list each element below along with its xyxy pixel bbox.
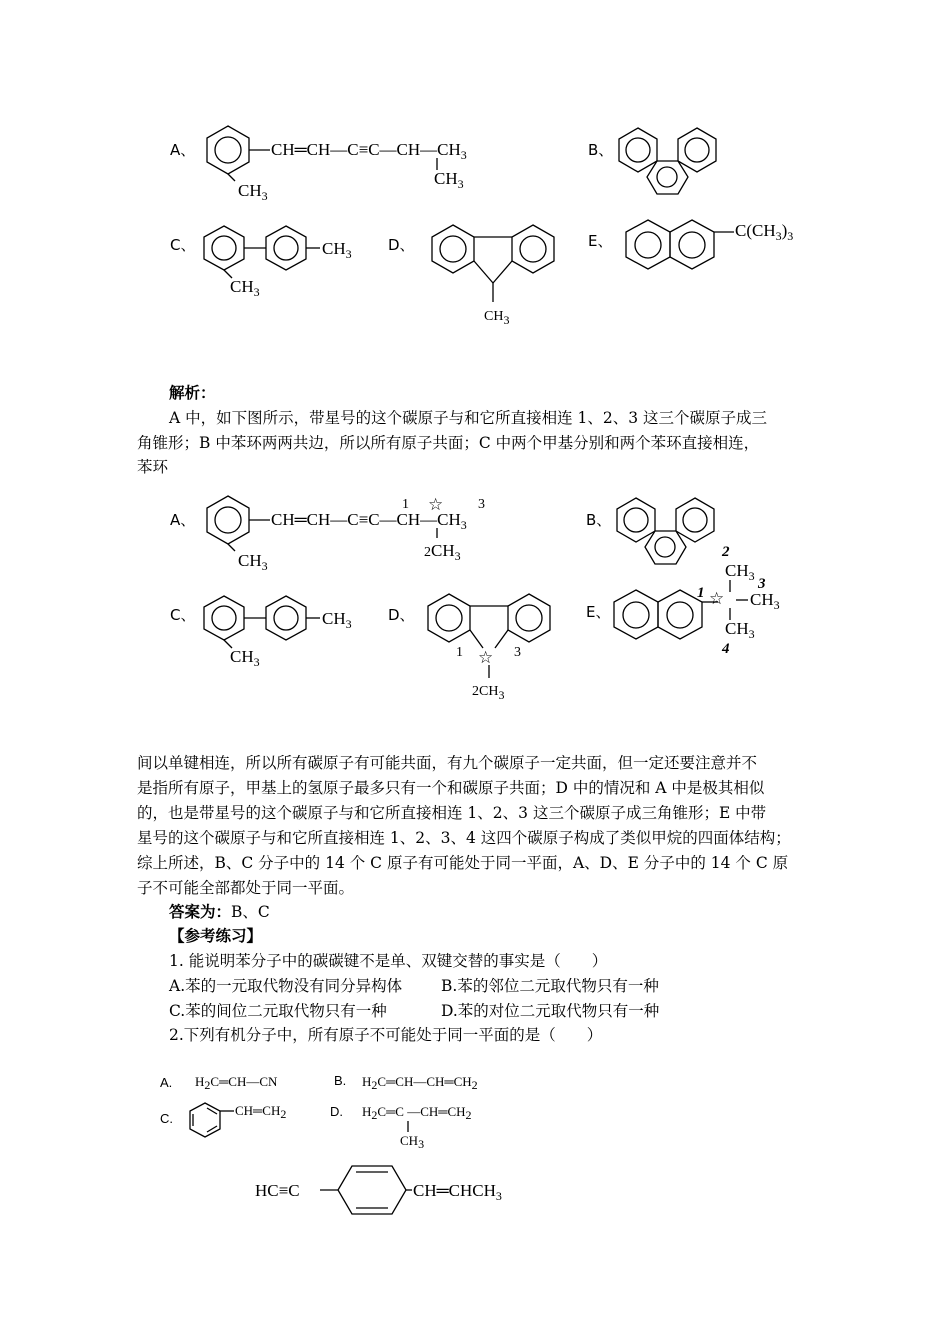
option-label-c: C. [160,1111,173,1126]
methyl-text: $CH_3$ [725,619,755,641]
star-marker: ☆ [428,495,444,514]
methyl-text: $CH_3$ [322,239,352,261]
option-label-d: D、 [388,606,415,624]
aromatic-circle [215,137,241,163]
paragraph-line: 角锥形；B 中苯环两两共边，所以所有原子共面；C 中两个甲基分别和两个苯环直接相连， [137,434,760,452]
benzene-ring [338,1166,406,1214]
methyl-text: $CH_3$ [238,181,268,203]
option-label-e: E、 [586,603,611,621]
tert-butyl-text: $C(CH_3)_3$ [735,221,794,243]
naphthalene-structure [626,220,734,269]
option-label-b: B. [334,1073,347,1088]
carbon-number-2: 2 [722,544,730,560]
question-1-option-c: C.苯的间位二元取代物只有一种 [169,1002,387,1020]
answer-value: B、C [231,903,270,921]
option-label-c: C、 [170,236,196,254]
aromatic-circle [215,507,241,533]
option-label-a: A、 [170,511,196,529]
option-label-b: B、 [586,511,612,529]
paragraph-line: 是指所有原子，甲基上的氢原子最多只有一个和碳原子共面；D 中的情况和 A 中是极其相似 [137,779,765,797]
methyl-text: $CH_3$ [322,609,352,631]
answer-line [169,901,270,923]
biphenyl-structure [204,226,320,278]
paragraph-line: 间以单键相连，所以所有碳原子有可能共面，有九个碳原子一定共面，但一定还要注意并不 [137,754,758,772]
option-label-a: A、 [170,141,196,159]
option-label-d: D. [330,1104,343,1119]
phenanthrene-structure [619,128,716,194]
formula-a: H2C═CH—CN [195,1074,278,1092]
option-label-e: E、 [588,232,613,250]
ethynyl-text: HC≡C [255,1181,300,1200]
methyl-text: $2CH_3$ [424,541,461,563]
option-label-d: D、 [388,236,415,254]
methyl-text: $CH_3$ [238,551,268,573]
carbon-number-1: 1 [402,497,409,512]
paragraph-line: 星号的这个碳原子与和它所直接相连 1、2、3、4 这四个碳原子构成了类似甲烷的四面体结构； [137,829,791,847]
biphenyl-structure [204,596,320,648]
question-1-option-d: D.苯的对位二元取代物只有一种 [441,1002,660,1020]
methyl-text: $2CH_3$ [472,684,505,702]
phenanthrene-structure [617,498,714,564]
question-1-option-a: A.苯的一元取代物没有同分异构体 [169,977,403,995]
methyl-text: $CH_3$ [230,647,260,669]
paragraph-line: 苯环 [137,458,169,476]
fluorene-structure [432,225,554,302]
side-chain-text: $CH═CH—C\equiv C—CH—CH_3$ [271,140,467,162]
paragraph-line: 子不可能全部都处于同一平面。 [137,879,355,897]
methyl-text: $CH_3$ [434,169,464,191]
question-1-option-b: B.苯的邻位二元取代物只有一种 [441,977,659,995]
methyl-text: $CH_3$ [750,590,780,612]
propenyl-text: $CH═CHCH_3$ [413,1181,502,1203]
option-label-a: A. [160,1075,173,1090]
formula-d: H2C═C —CH═CH2 [362,1104,472,1122]
option-label-c: C、 [170,606,196,624]
carbon-number-4: 4 [722,641,730,657]
option-label-b: B、 [588,141,614,159]
styrene-structure [190,1103,234,1137]
star-marker: ☆ [709,589,725,608]
formula-c: CH═CH2 [235,1103,287,1121]
carbon-number-3: 3 [514,645,521,660]
carbon-number-1: 1 [697,585,705,601]
question-2: 2.下列有机分子中，所有原子不可能处于同一平面的是（ ） [169,1026,603,1044]
benzene-ring [207,496,249,544]
side-chain-text: $CH═CH—C\equiv C—CH—CH_3$ [271,510,467,532]
carbon-number-3: 3 [478,497,485,512]
star-marker: ☆ [478,648,494,667]
methyl-text: $CH_3$ [725,561,755,583]
benzene-ring [207,126,249,174]
question-1: 1. 能说明苯分子中的碳碳键不是单、双键交替的事实是（ ） [169,952,608,970]
answer-label: 答案为： [169,902,232,921]
methyl-text: CH3 [400,1133,425,1151]
carbon-number-3: 3 [758,576,766,592]
paragraph-line: 的，也是带星号的这个碳原子与和它所直接相连 1、2、3 这三个碳原子成三角锥形；E 中带 [137,804,767,822]
carbon-number-1: 1 [456,645,463,660]
analysis-heading: 解析： [169,383,216,402]
methyl-text: $CH_3$ [230,277,260,299]
practice-heading: 【参考练习】 [169,926,263,945]
paragraph-line: A 中，如下图所示，带星号的这个碳原子与和它所直接相连 1、2、3 这三个碳原子成三 [169,409,768,427]
paragraph-line: 综上所述，B、C 分子中的 14 个 C 原子有可能处于同一平面，A、D、E 分子中的 14 个 C 原 [137,854,789,872]
methyl-text: CH3 [484,309,510,327]
formula-b: H2C═CH—CH═CH2 [362,1074,478,1092]
